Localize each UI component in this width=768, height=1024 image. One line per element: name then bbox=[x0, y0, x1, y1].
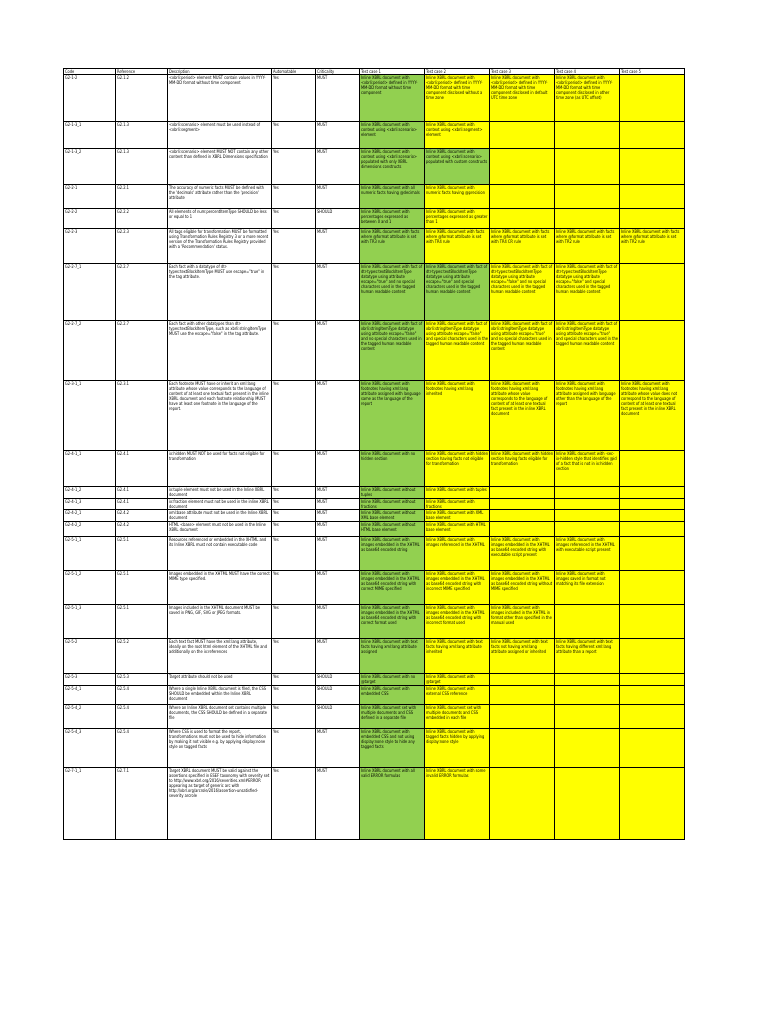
cell-test-case-4: Inline XBRL document with facts where @format attribute is set with TR2 rule bbox=[555, 229, 620, 264]
cell-code: G2-1-3_2 bbox=[64, 149, 116, 185]
cell-test-case-3 bbox=[490, 686, 555, 705]
cell-code: G2-4-1_1 bbox=[64, 451, 116, 487]
cell-reference: G2.5.4 bbox=[116, 705, 168, 729]
cell-test-case-3: Inline XBRL document with text facts not having xml:lang attribute assigned or inherited bbox=[490, 639, 555, 674]
cell-test-case-3 bbox=[490, 185, 555, 209]
cell-test-case-3 bbox=[490, 499, 555, 510]
cell-code: G2-2-7_1 bbox=[64, 264, 116, 321]
cell-test-case-2: Inline XBRL document with percentages expressed as greater than 1 bbox=[425, 209, 490, 229]
table-row bbox=[64, 75, 685, 122]
cell-test-case-1: Inline XBRL document with facts where @format attribute is set with TR3 rule bbox=[360, 229, 425, 264]
cell-description: xml:base attribute must not be used in the Inline XBRL document bbox=[168, 510, 272, 522]
cell-test-case-2: Inline XBRL document with @target bbox=[425, 674, 490, 686]
table-row bbox=[64, 229, 685, 264]
cell-reference: G2.2.7 bbox=[116, 321, 168, 381]
table-row bbox=[64, 571, 685, 605]
cell-test-case-2: Inline XBRL document set with multiple documents and CSS embedded in each file bbox=[425, 705, 490, 729]
table-body bbox=[64, 75, 685, 840]
cell-reference: G2.2.7 bbox=[116, 264, 168, 321]
cell-automatable: Yes bbox=[272, 149, 316, 185]
cell-criticality: MUST bbox=[316, 499, 360, 510]
table-row bbox=[64, 451, 685, 487]
table-row bbox=[64, 510, 685, 522]
cell-code: G2-2-3 bbox=[64, 229, 116, 264]
cell-test-case-2: Inline XBRL document with <xbrli:period> defined in YYYY-MM-DD format with time component disclosed without a time zone bbox=[425, 75, 490, 122]
cell-automatable: Yes bbox=[272, 75, 316, 122]
cell-automatable: Yes bbox=[272, 209, 316, 229]
cell-test-case-2: Inline XBRL document with fact of xbrli:stringItemType datatype using attribute escape="false" and special characters used in the tagged human readable content bbox=[425, 321, 490, 381]
cell-test-case-3 bbox=[490, 122, 555, 149]
cell-test-case-3: Inline XBRL document with footnotes having xml:lang attribute whose value corresponds to the language of content of at least one textual fact present in the inline XBRL document bbox=[490, 381, 555, 451]
cell-code: G2-3-1_1 bbox=[64, 381, 116, 451]
cell-automatable: Yes bbox=[272, 321, 316, 381]
cell-test-case-2: Inline XBRL document with some invalid ERROR formulas bbox=[425, 768, 490, 840]
cell-automatable: Yes bbox=[272, 185, 316, 209]
table-row bbox=[64, 605, 685, 639]
cell-test-case-1: Inline XBRL document with no @target bbox=[360, 674, 425, 686]
cell-test-case-3: Inline XBRL document with fact of dtr-types:textBlockItemType datatype using attribute escape="false" and no special characters used in the tagged human readable content bbox=[490, 264, 555, 321]
cell-reference: G2.4.2 bbox=[116, 522, 168, 537]
cell-test-case-3 bbox=[490, 209, 555, 229]
cell-test-case-5 bbox=[620, 321, 685, 381]
cell-test-case-5 bbox=[620, 149, 685, 185]
cell-criticality: SHOULD bbox=[316, 686, 360, 705]
cell-test-case-3 bbox=[490, 674, 555, 686]
cell-test-case-3: Inline XBRL document with facts where @format attribute is set with TR4 CR rule bbox=[490, 229, 555, 264]
cell-test-case-4 bbox=[555, 209, 620, 229]
cell-reference: G2.1.3 bbox=[116, 149, 168, 185]
cell-automatable: Yes bbox=[272, 705, 316, 729]
cell-test-case-3 bbox=[490, 510, 555, 522]
cell-test-case-3 bbox=[490, 729, 555, 768]
cell-criticality: MUST bbox=[316, 605, 360, 639]
cell-test-case-1: Inline XBRL document without fractions bbox=[360, 499, 425, 510]
cell-reference: G2.5.4 bbox=[116, 729, 168, 768]
cell-code: G2-2-7_2 bbox=[64, 321, 116, 381]
header-description: Description bbox=[168, 69, 272, 75]
cell-criticality: MUST bbox=[316, 537, 360, 571]
cell-test-case-2: Inline XBRL document with fact of dtr-types:textBlockItemType datatype using attribute escape="true" and special characters used in the tagged human readable content bbox=[425, 264, 490, 321]
cell-test-case-5 bbox=[620, 537, 685, 571]
cell-test-case-4: Inline XBRL document with footnotes having xml:lang attribute assigned with language other than the language of the report bbox=[555, 381, 620, 451]
cell-code: G2-5-3 bbox=[64, 674, 116, 686]
cell-code: G2-1-2 bbox=[64, 75, 116, 122]
table-row bbox=[64, 639, 685, 674]
cell-test-case-2: Inline XBRL document with images referenced in the XHTML bbox=[425, 537, 490, 571]
cell-test-case-2: Inline XBRL document with footnotes having xml:lang inherited bbox=[425, 381, 490, 451]
cell-criticality: MUST bbox=[316, 571, 360, 605]
cell-description: <xbrli:period> element MUST contain values in YYYY-MM-DD format without time component bbox=[168, 75, 272, 122]
cell-automatable: Yes bbox=[272, 510, 316, 522]
cell-description: Where an Inline XBRL document set contains multiple documents, the CSS SHOULD be defined in a separate file bbox=[168, 705, 272, 729]
cell-test-case-2: Inline XBRL document with hidden section having facts not eligible for transformation bbox=[425, 451, 490, 487]
cell-test-case-2: Inline XBRL document with HTML base element bbox=[425, 522, 490, 537]
cell-code: G2-5-4_2 bbox=[64, 705, 116, 729]
cell-automatable: Yes bbox=[272, 686, 316, 705]
table-row bbox=[64, 522, 685, 537]
cell-description: ix:hidden MUST NOT be used for facts not eligible for transformation bbox=[168, 451, 272, 487]
cell-reference: G2.5.1 bbox=[116, 605, 168, 639]
table-row bbox=[64, 729, 685, 768]
cell-automatable: Yes bbox=[272, 264, 316, 321]
cell-test-case-2: Inline XBRL document with XML base element bbox=[425, 510, 490, 522]
cell-automatable: Yes bbox=[272, 605, 316, 639]
table-row bbox=[64, 321, 685, 381]
cell-automatable: Yes bbox=[272, 571, 316, 605]
cell-automatable: Yes bbox=[272, 122, 316, 149]
cell-reference: G2.4.1 bbox=[116, 451, 168, 487]
cell-description: <xbrli:scenario> element must be used instead of <xbrli:segment> bbox=[168, 122, 272, 149]
header-test-case-2: Test case 2 bbox=[425, 69, 490, 75]
cell-test-case-3: Inline XBRL document with images included in the XHTML in format other than specified in the manual used bbox=[490, 605, 555, 639]
cell-code: G2-4-1_3 bbox=[64, 499, 116, 510]
cell-test-case-4 bbox=[555, 729, 620, 768]
cell-reference: G2.1.2 bbox=[116, 75, 168, 122]
table-row bbox=[64, 264, 685, 321]
cell-description: ix:fraction element must not be used in the inline XBRL document bbox=[168, 499, 272, 510]
cell-test-case-4 bbox=[555, 122, 620, 149]
cell-description: Images embedded in the XHTML MUST have the correct MIME type specified. bbox=[168, 571, 272, 605]
cell-description: Target attribute should not be used bbox=[168, 674, 272, 686]
table-row bbox=[64, 185, 685, 209]
cell-test-case-2: Inline XBRL document with images embedded in the XHTML as base64 encoded string with incorrect MIME specified bbox=[425, 571, 490, 605]
cell-test-case-5: Inline XBRL document with facts where @format attribute is set with TR2 rule bbox=[620, 229, 685, 264]
cell-description: Each text fact MUST have the xml:lang attribute, ideally on the root html element of the XHTML file and additionally on the ix:references bbox=[168, 639, 272, 674]
cell-test-case-4 bbox=[555, 768, 620, 840]
cell-criticality: MUST bbox=[316, 381, 360, 451]
header-automatable: Automatable bbox=[272, 69, 316, 75]
cell-code: G2-5-2 bbox=[64, 639, 116, 674]
cell-code: G2-4-2_1 bbox=[64, 510, 116, 522]
cell-test-case-1: Inline XBRL document with images embedded in the XHTML as base64 encoded string bbox=[360, 537, 425, 571]
cell-test-case-5 bbox=[620, 686, 685, 705]
table-row bbox=[64, 122, 685, 149]
cell-test-case-1: Inline XBRL document with <xbrli:period> defined in YYYY-MM-DD format without time component bbox=[360, 75, 425, 122]
cell-description: Target XBRL document MUST be valid against the assertions specified in ESEF taxonomy with severity set to http://www.xbrl.org/2016/severities.xml#ERROR appearing as target of generic arc with http://xbrl.org/arcrole/2016/assertion-unsatisfied-severity arcrole bbox=[168, 768, 272, 840]
cell-test-case-5 bbox=[620, 605, 685, 639]
cell-code: G2-7-1_1 bbox=[64, 768, 116, 840]
cell-code: G2-5-1_1 bbox=[64, 537, 116, 571]
cell-description: Where CSS is used to format the report, transformations must not be used to hide information by making it not visible e.g. by applying display:none style on tagged facts bbox=[168, 729, 272, 768]
cell-criticality: MUST bbox=[316, 264, 360, 321]
cell-description: ix:tuple element must not be used in the Inline XBRL document bbox=[168, 487, 272, 499]
cell-test-case-1: Inline XBRL document with context using <xbrli:scenario> populated with only XBRL dimensions constructs bbox=[360, 149, 425, 185]
cell-test-case-3 bbox=[490, 768, 555, 840]
cell-test-case-1: Inline XBRL document with text facts having xml:lang attribute assigned bbox=[360, 639, 425, 674]
cell-test-case-1: Inline XBRL document with all valid ERROR formulas bbox=[360, 768, 425, 840]
cell-test-case-4: Inline XBRL document with <xbrli:period> defined in YYYY-MM-DD format with time component disclosed in other time zone (as UTC offset) bbox=[555, 75, 620, 122]
cell-test-case-5 bbox=[620, 639, 685, 674]
header-criticality: Criticality bbox=[316, 69, 360, 75]
cell-test-case-1: Inline XBRL document with fact of dtr-types:textBlockItemType datatype using attribute escape="true" and no special characters used in the tagged human readable content bbox=[360, 264, 425, 321]
cell-test-case-5 bbox=[620, 209, 685, 229]
cell-code: G2-5-4_1 bbox=[64, 686, 116, 705]
cell-test-case-2: Inline XBRL document with external CSS reference bbox=[425, 686, 490, 705]
cell-test-case-1: Inline XBRL document without XML base element bbox=[360, 510, 425, 522]
cell-test-case-5 bbox=[620, 571, 685, 605]
cell-description: <xbrli:scenario> element MUST NOT contain any other content than defined in XBRL Dimensions specification bbox=[168, 149, 272, 185]
cell-reference: G2.2.2 bbox=[116, 209, 168, 229]
table-row bbox=[64, 705, 685, 729]
cell-automatable: Yes bbox=[272, 487, 316, 499]
cell-code: G2-5-4_3 bbox=[64, 729, 116, 768]
cell-code: G2-5-1_3 bbox=[64, 605, 116, 639]
cell-code: G2-5-1_2 bbox=[64, 571, 116, 605]
cell-criticality: MUST bbox=[316, 522, 360, 537]
cell-test-case-3 bbox=[490, 487, 555, 499]
cell-criticality: MUST bbox=[316, 75, 360, 122]
cell-test-case-3: Inline XBRL document with images embedded in the XHTML as base64 encoded string with executable script present bbox=[490, 537, 555, 571]
cell-criticality: MUST bbox=[316, 451, 360, 487]
header-code: Code bbox=[64, 69, 116, 75]
cell-test-case-2: Inline XBRL document with context using <xbrli:scenario> populated with custom constructs bbox=[425, 149, 490, 185]
cell-automatable: Yes bbox=[272, 381, 316, 451]
cell-test-case-5: Inline XBRL document with footnotes having xml:lang attribute whose value does not correspond to the language of content of at least one textual fact present in the inline XBRL document bbox=[620, 381, 685, 451]
cell-test-case-2: Inline XBRL document with images embedded in the XHTML as base64 encoded string with incorrect format used bbox=[425, 605, 490, 639]
cell-test-case-3 bbox=[490, 705, 555, 729]
cell-test-case-4 bbox=[555, 510, 620, 522]
cell-test-case-5 bbox=[620, 510, 685, 522]
cell-description: HTML <base> element must not be used in the Inline XBRL document bbox=[168, 522, 272, 537]
header-test-case-3: Test case 3 bbox=[490, 69, 555, 75]
cell-criticality: MUST bbox=[316, 729, 360, 768]
cell-automatable: Yes bbox=[272, 674, 316, 686]
table-row bbox=[64, 381, 685, 451]
cell-automatable: Yes bbox=[272, 768, 316, 840]
cell-test-case-1: Inline XBRL document with embedded CSS bbox=[360, 686, 425, 705]
cell-code: G2-4-2_2 bbox=[64, 522, 116, 537]
cell-test-case-4 bbox=[555, 674, 620, 686]
table-row bbox=[64, 686, 685, 705]
table-row bbox=[64, 209, 685, 229]
cell-criticality: SHOULD bbox=[316, 705, 360, 729]
cell-test-case-2: Inline XBRL document with facts where @format attribute is set with TR4 rule bbox=[425, 229, 490, 264]
cell-code: G2-2-1 bbox=[64, 185, 116, 209]
cell-test-case-4 bbox=[555, 705, 620, 729]
cell-description: Each fact with a datatype of dtr-types:textBlockItemType MUST use escape="true" in the tag attribute. bbox=[168, 264, 272, 321]
cell-code: G2-4-1_2 bbox=[64, 487, 116, 499]
cell-test-case-2: Inline XBRL document with numeric facts having @precision bbox=[425, 185, 490, 209]
table-row bbox=[64, 537, 685, 571]
cell-description: The accuracy of numeric facts MUST be defined with the 'decimals' attribute rather than the 'precision' attribute bbox=[168, 185, 272, 209]
cell-test-case-3: Inline XBRL document with images embedded in the XHTML as base64 encoded string without MIME specified bbox=[490, 571, 555, 605]
cell-description: Where a single Inline XBRL document is filed, the CSS SHOULD be embedded within the Inline XBRL document bbox=[168, 686, 272, 705]
cell-criticality: MUST bbox=[316, 185, 360, 209]
cell-criticality: MUST bbox=[316, 122, 360, 149]
cell-reference: G2.5.1 bbox=[116, 571, 168, 605]
cell-test-case-4: Inline XBRL document with images saved in format not matching its file extension bbox=[555, 571, 620, 605]
cell-test-case-1: Inline XBRL document with percentages expressed as between 0 and 1 bbox=[360, 209, 425, 229]
cell-test-case-4 bbox=[555, 522, 620, 537]
cell-test-case-5 bbox=[620, 522, 685, 537]
cell-automatable: Yes bbox=[272, 522, 316, 537]
cell-test-case-5 bbox=[620, 75, 685, 122]
cell-description: Each footnote MUST have or inherit an xml:lang attribute whose value corresponds to the language of content of at least one textual fact present in the inline XBRL document and each footnote relationship MUST have at least one footnote in the language of the report. bbox=[168, 381, 272, 451]
header-test-case-5: Test case 5 bbox=[620, 69, 685, 75]
cell-code: G2-2-2 bbox=[64, 209, 116, 229]
table-row bbox=[64, 487, 685, 499]
cell-test-case-3 bbox=[490, 522, 555, 537]
cell-test-case-2: Inline XBRL document with tagged facts hidden by applying display:none style bbox=[425, 729, 490, 768]
cell-test-case-2: Inline XBRL document with text facts having xml:lang attribute inherited bbox=[425, 639, 490, 674]
cell-test-case-4 bbox=[555, 185, 620, 209]
cell-test-case-3 bbox=[490, 149, 555, 185]
cell-criticality: MUST bbox=[316, 768, 360, 840]
cell-test-case-4: Inline XBRL document with images referenced in the XHTML with executable script present bbox=[555, 537, 620, 571]
cell-description: Images included in the XHTML document MUST be saved in PNG, GIF, SVG or JPEG formats. bbox=[168, 605, 272, 639]
cell-code: G2-1-3_1 bbox=[64, 122, 116, 149]
cell-test-case-5 bbox=[620, 122, 685, 149]
cell-reference: G2.4.1 bbox=[116, 499, 168, 510]
cell-automatable: Yes bbox=[272, 451, 316, 487]
cell-reference: G2.5.3 bbox=[116, 674, 168, 686]
cell-description: Resources referenced or embedded in the XHTML and its Inline XBRL must not contain executable code bbox=[168, 537, 272, 571]
cell-test-case-1: Inline XBRL document without tuples bbox=[360, 487, 425, 499]
cell-test-case-4: Inline XBRL document with fact of xbrli:stringItemType datatype using attribute escape="true" and special characters used in the tagged human readable content bbox=[555, 321, 620, 381]
cell-description: Each fact with other datatypes than dtr-types:textBlockItemType, such as xbrli:stringItemType MUST use the escape="false" in the tag attribute. bbox=[168, 321, 272, 381]
cell-test-case-2: Inline XBRL document with context using <xbrli:segment> element bbox=[425, 122, 490, 149]
cell-test-case-1: Inline XBRL document with images embedded in the XHTML as base64 encoded string with correct format used bbox=[360, 605, 425, 639]
cell-criticality: MUST bbox=[316, 229, 360, 264]
cell-automatable: Yes bbox=[272, 537, 316, 571]
cell-test-case-4 bbox=[555, 487, 620, 499]
cell-test-case-5 bbox=[620, 451, 685, 487]
cell-test-case-1: Inline XBRL document with images embedded in the XHTML as base64 encoded string with correct MIME specified bbox=[360, 571, 425, 605]
cell-test-case-5 bbox=[620, 674, 685, 686]
cell-test-case-1: Inline XBRL document set with multiple documents and CSS defined in a separate file bbox=[360, 705, 425, 729]
cell-test-case-5 bbox=[620, 264, 685, 321]
header-test-case-4: Test case 4 bbox=[555, 69, 620, 75]
cell-test-case-1: Inline XBRL document without HTML base element bbox=[360, 522, 425, 537]
cell-automatable: Yes bbox=[272, 229, 316, 264]
cell-test-case-2: Inline XBRL document with tuples bbox=[425, 487, 490, 499]
cell-criticality: MUST bbox=[316, 321, 360, 381]
cell-criticality: SHOULD bbox=[316, 674, 360, 686]
header-test-case-1: Test case 1 bbox=[360, 69, 425, 75]
cell-test-case-5 bbox=[620, 487, 685, 499]
table-row bbox=[64, 674, 685, 686]
cell-criticality: MUST bbox=[316, 487, 360, 499]
table-row bbox=[64, 149, 685, 185]
cell-reference: G2.1.3 bbox=[116, 122, 168, 149]
header-reference: Reference bbox=[116, 69, 168, 75]
cell-test-case-1: Inline XBRL document with fact of xbrli:stringItemType datatype using attribute escape="false" and no special characters used in the tagged human readable content bbox=[360, 321, 425, 381]
cell-test-case-3: Inline XBRL document with hidden section having facts eligible for transformation bbox=[490, 451, 555, 487]
cell-test-case-1: Inline XBRL document with all numeric facts having @decimals bbox=[360, 185, 425, 209]
cell-test-case-5 bbox=[620, 705, 685, 729]
cell-description: All tags eligible for transformation MUST be formatted using Transformation Rules Registry 3 or a more recent version of the Transformation Rules Registry provided with a 'Recommendation' status. bbox=[168, 229, 272, 264]
cell-reference: G2.2.1 bbox=[116, 185, 168, 209]
cell-test-case-5 bbox=[620, 185, 685, 209]
cell-criticality: MUST bbox=[316, 149, 360, 185]
cell-description: All elements of num:percentItemType SHOULD be less or equal to 1 bbox=[168, 209, 272, 229]
cell-test-case-1: Inline XBRL document with no hidden section bbox=[360, 451, 425, 487]
cell-criticality: SHOULD bbox=[316, 209, 360, 229]
test-case-table bbox=[63, 68, 685, 840]
cell-test-case-5 bbox=[620, 768, 685, 840]
cell-test-case-1: Inline XBRL document with context using <xbrli:scenario> element bbox=[360, 122, 425, 149]
cell-test-case-3: Inline XBRL document with <xbrli:period> defined in YYYY-MM-DD format with time component disclosed in default UTC time zone bbox=[490, 75, 555, 122]
cell-criticality: MUST bbox=[316, 510, 360, 522]
cell-reference: G2.5.4 bbox=[116, 686, 168, 705]
cell-test-case-4 bbox=[555, 686, 620, 705]
table-row bbox=[64, 768, 685, 840]
cell-test-case-3: Inline XBRL document with fact of xbrli:stringItemType datatype using attribute escape="true" and no special characters used in the tagged human readable content bbox=[490, 321, 555, 381]
cell-test-case-2: Inline XBRL document with fractions bbox=[425, 499, 490, 510]
cell-test-case-4 bbox=[555, 605, 620, 639]
cell-test-case-5 bbox=[620, 499, 685, 510]
cell-reference: G2.5.2 bbox=[116, 639, 168, 674]
cell-test-case-4 bbox=[555, 499, 620, 510]
table-row bbox=[64, 499, 685, 510]
cell-reference: G2.7.1 bbox=[116, 768, 168, 840]
cell-test-case-4: Inline XBRL document with -sec-ix-hidden style that identifies @id of a fact that is not in ix:hidden section bbox=[555, 451, 620, 487]
cell-test-case-1: Inline XBRL document with embedded CSS and not using display:none style to hide any tagged facts bbox=[360, 729, 425, 768]
cell-reference: G2.4.1 bbox=[116, 487, 168, 499]
cell-automatable: Yes bbox=[272, 639, 316, 674]
cell-reference: G2.5.1 bbox=[116, 537, 168, 571]
cell-reference: G2.3.1 bbox=[116, 381, 168, 451]
cell-test-case-4 bbox=[555, 149, 620, 185]
cell-automatable: Yes bbox=[272, 499, 316, 510]
cell-reference: G2.2.3 bbox=[116, 229, 168, 264]
cell-reference: G2.4.2 bbox=[116, 510, 168, 522]
cell-test-case-5 bbox=[620, 729, 685, 768]
cell-test-case-4: Inline XBRL document with text facts having different xml:lang attribute than a report bbox=[555, 639, 620, 674]
cell-criticality: MUST bbox=[316, 639, 360, 674]
cell-test-case-4: Inline XBRL document with fact of dtr-types:textBlockItemType datatype using attribute escape="false" and special characters used in the tagged human readable content bbox=[555, 264, 620, 321]
cell-automatable: Yes bbox=[272, 729, 316, 768]
cell-test-case-1: Inline XBRL document with footnotes having xml:lang attribute assigned with language same as the language of the report bbox=[360, 381, 425, 451]
